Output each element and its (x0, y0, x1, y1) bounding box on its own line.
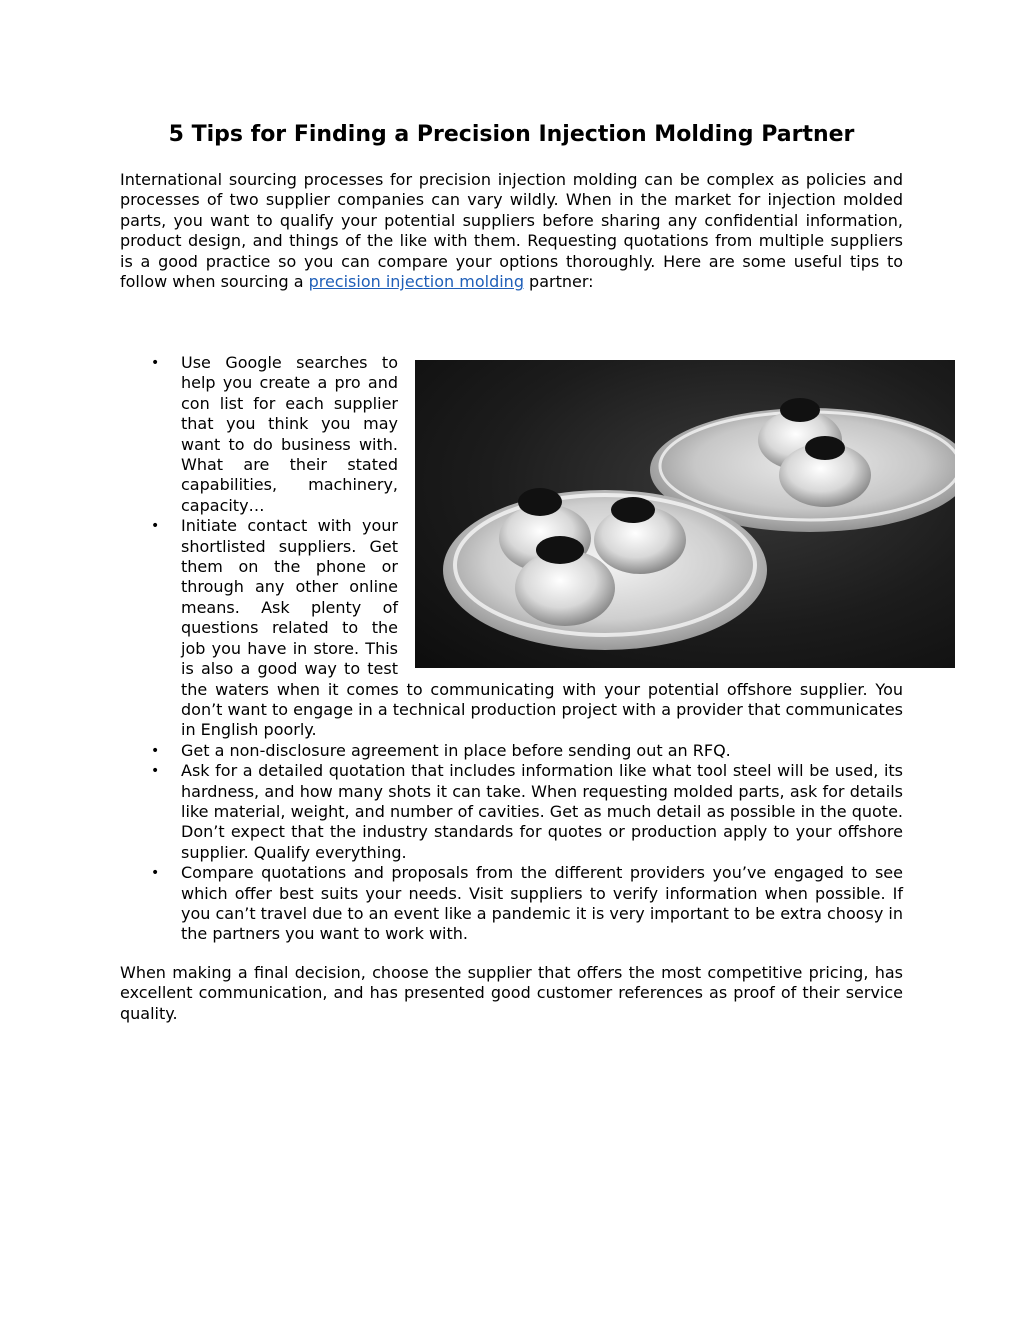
bullet-icon: • (151, 865, 160, 882)
list-item (120, 761, 903, 863)
bullet-icon: • (151, 355, 160, 371)
bullet-icon: • (151, 742, 160, 759)
intro-paragraph (120, 170, 903, 292)
bullet-icon: • (151, 763, 160, 780)
document-title: 5 Tips for Finding a Precision Injection Molding Partner (168, 122, 855, 147)
tip-text: Get a non-disclosure agreement in place before sending out an RFQ. (181, 740, 731, 760)
tip-text: Ask for a detailed quotation that includes information like what tool steel will be used, its hardness, and how many shots it can take. When requesting molded parts, ask for details like material, weight, and number of cavities. Get as much detail as possible in the quote. Don’t expect that the industry standards for quotes or production apply to your offshore supplier. Qualify everything. (181, 761, 903, 862)
tip-text: Compare quotations and proposals from the different providers you’ve engaged to see which offer best suits your needs. Visit suppliers to verify information when possible. If you can’t travel due to an event like a pandemic it is very important to be extra choosy in the partners you want to work with. (181, 863, 903, 944)
tip-text: Initiate contact with your shortlisted suppliers. Get them on the phone or through any other online means. Ask plenty of questions related to the job you have in store. This is also a good way to test the waters when it comes to communicating with your potential offshore supplier. You don’t want to engage in a technical production project with a provider that communicates in English poorly. (181, 516, 903, 740)
closing-paragraph: When making a final decision, choose the supplier that offers the most competitive pricing, has excellent communication, and has presented good customer references as proof of their service quality. (120, 963, 903, 1023)
list-item (120, 741, 903, 761)
bullet-icon: • (151, 518, 160, 535)
intro-text-end: partner: (523, 272, 594, 292)
list-item (120, 863, 903, 945)
precision-injection-molding-link[interactable]: precision injection molding (308, 272, 524, 292)
list-item (120, 516, 903, 740)
list-item (120, 353, 903, 516)
tip-text: Use Google searches to help you create a pro and con list for each supplier that you think you may want to do business with. What are their stated capabilities, machinery, capacity… (181, 353, 398, 515)
intro-text-start: International sourcing processes for precision injection molding can be complex as policies and processes of two supplier companies can vary wildly. When in the market for injection molded parts, you want to qualify your potential suppliers before sharing any confidential information, product design, and things of the like with them. Requesting quotations from multiple suppliers is a good practice so you can compare your options thoroughly. Here are some useful tips to follow when sourcing a (120, 170, 903, 292)
tips-list (120, 353, 903, 945)
